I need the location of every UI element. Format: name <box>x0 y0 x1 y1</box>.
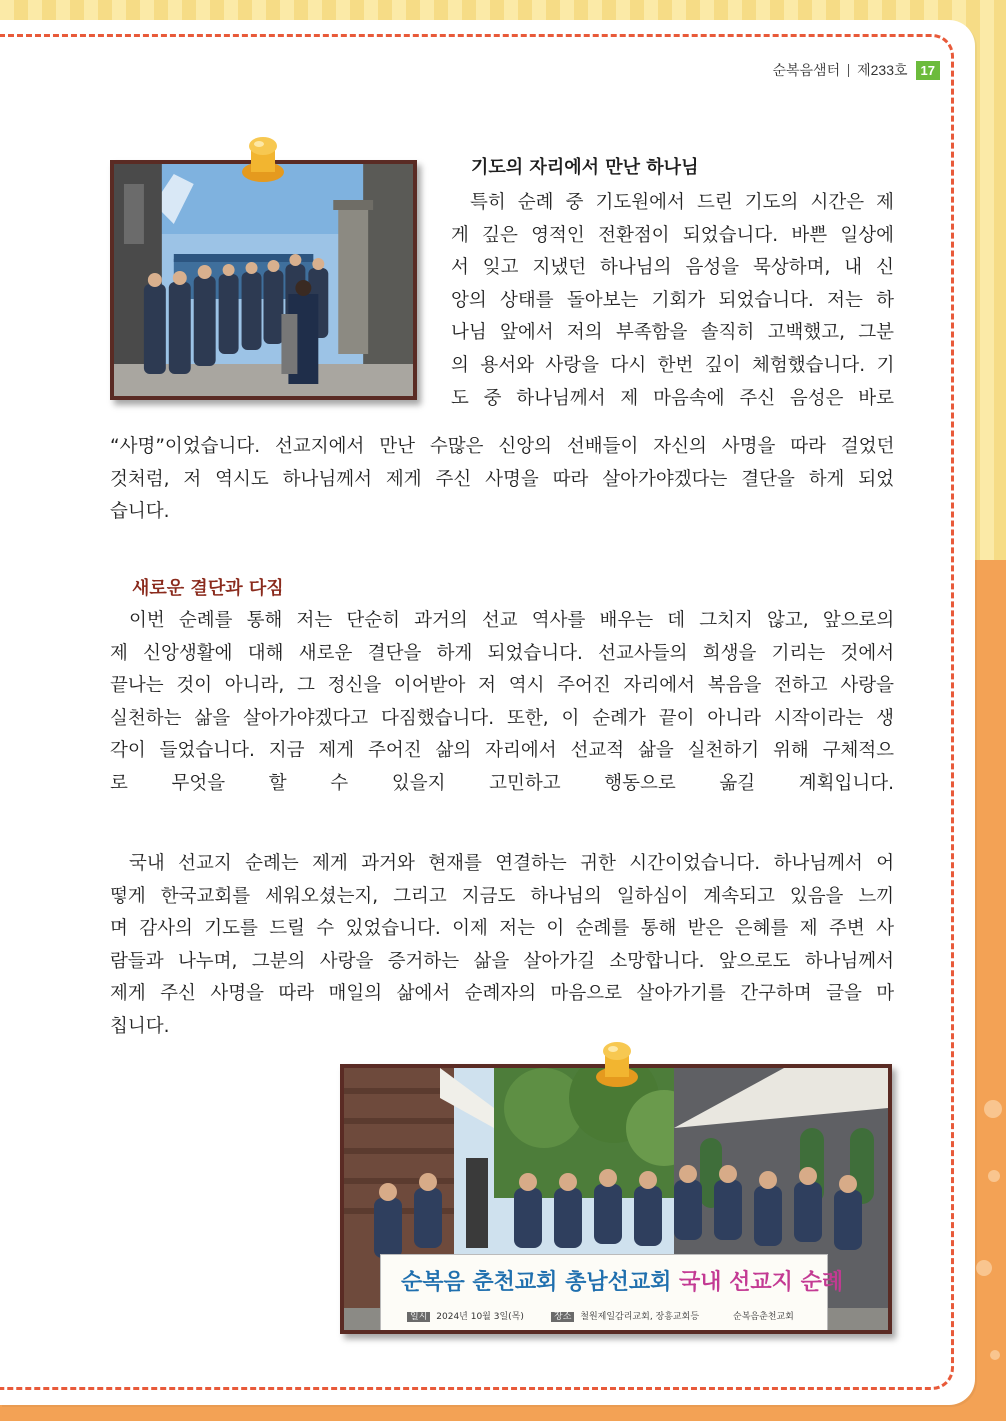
banner-title-part2: 국내 선교지 순례 <box>679 1270 844 1295</box>
section2-text <box>110 605 894 801</box>
text-line: 로 무엇을 할 수 있을지 고민하고 행동으로 옮길 계획입니다. <box>110 772 894 794</box>
text-line: “사명”이었습니다. 선교지에서 만난 수많은 신앙의 선배들이 자신의 사명을 따라 걸었던 <box>110 436 895 457</box>
text-line: 이번 순례를 통해 저는 단순히 과거의 선교 역사를 배우는 데 그치지 않고, 앞으로의 <box>129 610 895 631</box>
text-line: 습니다. <box>110 501 170 523</box>
banner-title-part1: 순복음 춘천교회 총남선교회 <box>401 1270 672 1295</box>
text-line: 실천하는 삶을 살아가야겠다고 다짐했습니다. 또한, 이 순례가 끝이 아니라 시작이라는 생 <box>110 707 894 729</box>
banner-date-value: 2024년 10월 3일(목) <box>436 1312 524 1322</box>
text-line: 제게 주신 사명을 따라 매일의 삶에서 순례자의 마음으로 살아가기를 간구하며 글을 마 <box>110 983 895 1005</box>
banner-org: 순복음춘천교회 <box>733 1312 794 1322</box>
banner-date-tag: 일시 <box>407 1312 430 1322</box>
header-separator <box>848 64 849 77</box>
text-line: 나님 앞에서 저의 부족함을 솔직히 고백했고, 그분 <box>451 322 894 344</box>
text-line: 칩니다. <box>110 1015 170 1037</box>
text-line: 서 잊고 지냈던 하나님의 음성을 묵상하며, 내 신 <box>451 257 894 279</box>
issue-number: 제233호 <box>857 62 908 78</box>
text-line: 각이 들었습니다. 지금 제게 주어진 삶의 자리에서 선교적 삶을 실천하기 위해 구체적으 <box>110 740 895 762</box>
text-line: 앙의 상태를 돌아보는 기회가 되었습니다. 저는 하 <box>451 289 894 311</box>
photo-prayer-group-image <box>114 164 413 396</box>
photo-group-banner <box>340 1064 892 1334</box>
text-line: 람들과 나누며, 그분의 사랑을 증거하는 삶을 살아가길 소망합니다. 앞으로도 하나님께서 <box>110 950 895 972</box>
banner-place-tag: 장소 <box>551 1312 574 1322</box>
text-line: 끝나는 것이 아니라, 그 정신을 이어받아 저 역시 주어진 자리에서 복음을 전하고 사랑을 <box>110 675 894 697</box>
text-line: 며 감사의 기도를 드릴 수 있었습니다. 이제 저는 이 순례를 통해 받은 은혜를 제 주변 사 <box>110 918 894 940</box>
section2-heading: 새로운 결단과 다짐 <box>132 578 284 599</box>
text-line: 떻게 한국교회를 세워오셨는지, 그리고 지금도 하나님의 일하심이 계속되고 있음을 느끼 <box>110 885 895 907</box>
text-line: 것처럼, 저 역시도 하나님께서 제게 주신 사명을 따라 살아가야겠다는 결단을 하게 되었 <box>110 468 895 490</box>
pushpin-icon <box>240 132 286 184</box>
text-line: 의 용서와 사랑을 다시 한번 깊이 체험했습니다. 기 <box>451 354 895 376</box>
banner-place-value: 철원제일감리교회, 장흥교회등 <box>580 1312 700 1322</box>
photo-prayer-group <box>110 160 417 400</box>
text-line: 제 신앙생활에 대해 새로운 결단을 하게 되었습니다. 선교사들의 희생을 기리는 것에서 <box>110 642 895 664</box>
text-line: 국내 선교지 순례는 제게 과거와 현재를 연결하는 귀한 시간이었습니다. 하나님께서 어 <box>129 853 895 874</box>
section1-wrapped-text <box>451 187 894 415</box>
banner-place <box>551 1309 699 1322</box>
section1-full-text <box>110 431 894 529</box>
section1-heading: 기도의 자리에서 만난 하나님 <box>471 157 699 178</box>
page-header <box>772 60 940 80</box>
page-number-badge: 17 <box>916 61 940 80</box>
banner-title <box>401 1265 843 1296</box>
text-line: 게 깊은 영적인 전환점이 되었습니다. 바쁜 일상에 <box>451 224 894 246</box>
banner-date <box>407 1309 524 1322</box>
pushpin-icon <box>594 1037 640 1089</box>
publication-name: 순복음샘터 <box>772 62 841 78</box>
text-line: 특히 순례 중 기도원에서 드린 기도의 시간은 제 <box>470 192 894 213</box>
section3-text <box>110 848 894 1044</box>
text-line: 도 중 하나님께서 제 마음속에 주신 음성은 바로 <box>451 387 894 409</box>
event-banner <box>380 1254 844 1334</box>
